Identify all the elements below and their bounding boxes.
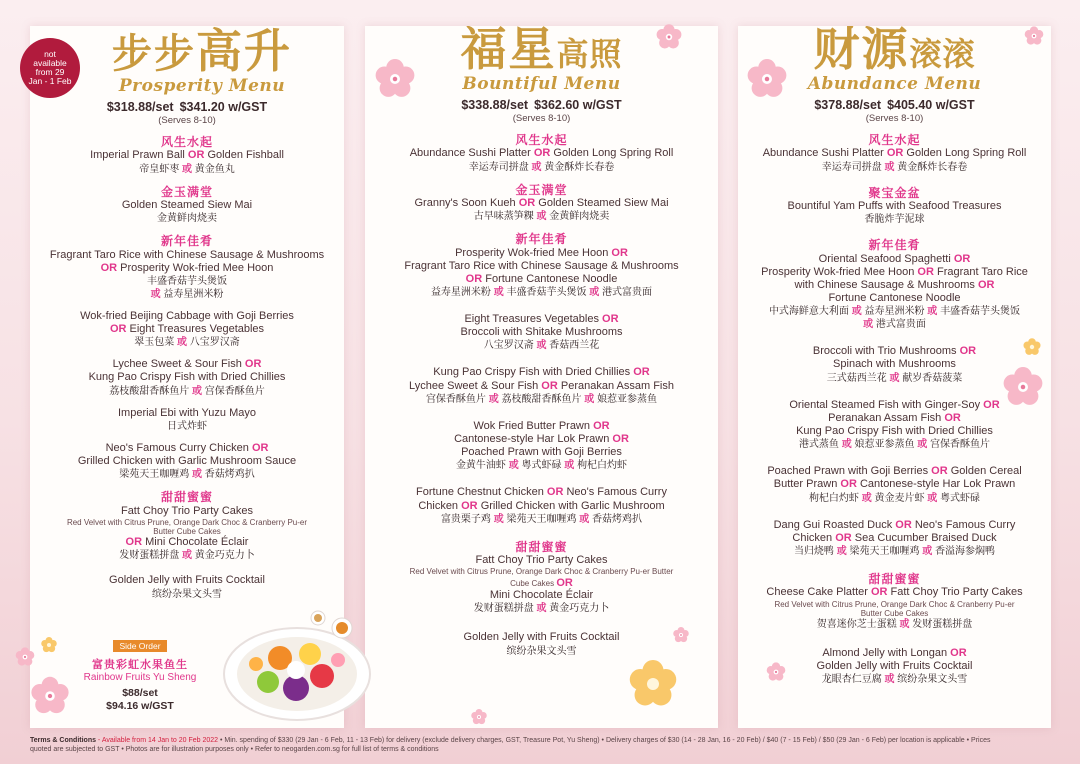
plum-blossom-icon xyxy=(28,674,72,718)
course-2: 金玉满堂 Golden Steamed Siew Mai 金黄鲜肉烧卖 xyxy=(121,184,253,225)
course-7: Fortune Chestnut Chicken OR Neo's Famous Curry Chicken OR Grilled Chicken with Garlic Mushroom 富贵栗子鸡 或 梁苑天王咖喱鸡 或 香菇烤鸡扒 xyxy=(416,486,667,525)
course-8: 甜甜蜜蜜 Fatt Choy Trio Party Cakes Red Velvet with Citrus Prune, Orange Dark Choc & Cranberry Pu-er Butter Cube Cakes OR Mini Chocolate Éclair 发财蛋糕拼盘 或 黄金巧克力卜 xyxy=(66,490,308,562)
plum-blossom-icon xyxy=(470,708,488,726)
course-2: 聚宝金盆 Bountiful Yam Puffs with Seafood Treasures 香脆炸芋泥球 xyxy=(787,185,1002,226)
course-1: 风生水起 Abundance Sushi Platter OR Golden Long Spring Roll 幸运寿司拼盘 或 黄金酥炸长春卷 xyxy=(409,133,674,173)
course-7: Neo's Famous Curry Chicken OR Grilled Chicken with Garlic Mushroom Sauce 梁苑天王咖喱鸡 或 香菇烤鸡扒 xyxy=(77,441,297,481)
plum-blossom-icon xyxy=(372,56,418,102)
plum-blossom-icon xyxy=(744,56,790,102)
course-9: Almond Jelly with Longan OR Golden Jelly with Fruits Cocktail 龙眼杏仁豆腐 或 缤纷杂果文头雪 xyxy=(816,646,973,686)
menu-serves: (Serves 8-10) xyxy=(865,113,924,124)
plum-blossom-icon xyxy=(14,646,36,668)
menu-title-cn: 财源滚滚 xyxy=(813,26,976,76)
plum-blossom-icon xyxy=(1000,364,1046,410)
course-8: 甜甜蜜蜜 Cheese Cake Platter OR Fatt Choy Trio Party Cakes Red Velvet with Citrus Prune, Orange Dark Choc & Cranberry Pu-er Butter Cube Cakes 贺喜迷你芝士蛋糕 或 发财蛋糕拼盘 xyxy=(766,571,1023,630)
menu-price: $378.88/set $405.40 w/GST xyxy=(814,98,975,112)
plum-blossom-icon xyxy=(625,656,681,712)
course-1: 风生水起 Imperial Prawn Ball OR Golden Fishball 帝皇虾枣 或 黄金鱼丸 xyxy=(90,135,284,175)
course-2: 金玉满堂 Granny's Soon Kueh OR Golden Steamed Siew Mai 古早味蒸笋粿 或 金黄鲜肉烧卖 xyxy=(414,182,669,223)
menu-title-en: Prosperity Menu xyxy=(118,76,286,96)
course-4: Eight Treasures Vegetables OR Broccoli with Shitake Mushrooms 八宝罗汉斋 或 香菇西兰花 xyxy=(460,313,623,352)
yu-sheng-platter-icon xyxy=(222,610,372,722)
side-order: Side Order 富贵彩虹水果鱼生 Rainbow Fruits Yu Sheng $88/set $94.16 w/GST xyxy=(83,641,197,713)
course-3: 新年佳肴 Fragrant Taro Rice with Chinese Sausage & Mushrooms OR Prosperity Wok-fried Mee Hoon 丰盛香菇芋头煲饭 或 益寿星洲米粉 xyxy=(49,234,325,300)
menu-panel-bountiful xyxy=(365,26,718,728)
menu-title-cn: 步步高升 xyxy=(112,26,292,78)
course-7: Dang Gui Roasted Duck OR Neo's Famous Curry Chicken OR Sea Cucumber Braised Duck 当归烧鸭 或 梁苑天王咖喱鸡 或 香溢海参焖鸭 xyxy=(773,518,1016,557)
course-6: Poached Prawn with Goji Berries OR Golden Cereal Butter Prawn OR Cantonese-style Har Lok Prawn 枸杞白灼虾 或 黄金麦片虾 或 粤式虾碌 xyxy=(767,465,1022,504)
course-6: Imperial Ebi with Yuzu Mayo 日式炸虾 xyxy=(118,406,256,432)
plum-blossom-icon xyxy=(764,660,788,684)
plum-blossom-icon xyxy=(1022,24,1046,48)
plum-blossom-icon xyxy=(1022,337,1042,357)
course-9: Golden Jelly with Fruits Cocktail 缤纷杂果文头雪 xyxy=(109,574,265,600)
course-4: Broccoli with Trio Mushrooms OR Spinach with Mushrooms 三式菇西兰花 或 献岁香菇菠菜 xyxy=(812,345,977,384)
terms-and-conditions: Terms & Conditions - Available from 14 Jan to 20 Feb 2022 • Min. spending of $330 (29 Jan - 6 Feb, 11 - 13 Feb) for delivery (exclude delivery charges, GST, Treasure Pot, Yu Sheng) • Delivery charges of $30 (14 - 28 Jan, 16 - 20 Feb) / $40 (7 - 15 Feb) / $50 (29 Jan - 6 Feb) per location is applicable • Prices quoted are subjected to GST • Photos are for illustration purposes only • Refer to neogarden.com.sg for full list of terms & conditions xyxy=(30,737,991,754)
course-5: Oriental Steamed Fish with Ginger-Soy OR Peranakan Assam Fish OR Kung Pao Crispy Fish with Dried Chillies 港式蒸鱼 或 娘惹亚参蒸鱼 或 宫保香酥鱼片 xyxy=(789,398,1000,451)
course-8: 甜甜蜜蜜 Fatt Choy Trio Party Cakes Red Velvet with Citrus Prune, Orange Dark Choc & Cranberry Pu-er Butter Cube Cakes OR Mini Chocolate Éclair 发财蛋糕拼盘 或 黄金巧克力卜 xyxy=(409,539,674,615)
side-order-tag: Side Order xyxy=(113,640,166,652)
course-5: Lychee Sweet & Sour Fish OR Kung Pao Crispy Fish with Dried Chillies 荔枝酸甜香酥鱼片 或 宫保香酥鱼片 xyxy=(88,358,286,397)
course-5: Kung Pao Crispy Fish with Dried Chillies OR Lychee Sweet & Sour Fish OR Peranakan Assam Fish 宫保香酥鱼片 或 荔枝酸甜香酥鱼片 或 娘惹亚参蒸鱼 xyxy=(409,366,674,405)
menu-price: $318.88/set $341.20 w/GST xyxy=(106,100,268,114)
plum-blossom-icon xyxy=(40,636,58,654)
menu-serves: (Serves 8-10) xyxy=(158,115,216,126)
menu-title-cn: 福星高照 xyxy=(460,26,623,76)
plum-blossom-icon xyxy=(672,626,690,644)
course-9: Golden Jelly with Fruits Cocktail 缤纷杂果文头雪 xyxy=(463,631,620,657)
course-4: Wok-fried Beijing Cabbage with Goji Berries OR Eight Treasures Vegetables 翠玉包菜 或 八宝罗汉斋 xyxy=(80,309,294,349)
menu-serves: (Serves 8-10) xyxy=(512,113,571,124)
course-3: 新年佳肴 Prosperity Wok-fried Mee Hoon OR Fragrant Taro Rice with Chinese Sausage & Mushrooms OR Fortune Cantonese Noodle 益寿星洲米粉 或 丰盛香菇芋头煲饭 或 港式富贵面 xyxy=(404,232,679,299)
course-1: 风生水起 Abundance Sushi Platter OR Golden Long Spring Roll 幸运寿司拼盘 或 黄金酥炸长春卷 xyxy=(762,133,1027,173)
plum-blossom-icon xyxy=(654,22,684,52)
menu-title-en: Bountiful Menu xyxy=(462,74,621,94)
course-6: Wok Fried Butter Prawn OR Cantonese-style Har Lok Prawn OR Poached Prawn with Goji Berries 金黄牛油虾 或 粤式虾碌 或 枸杞白灼虾 xyxy=(454,419,629,472)
menu-price: $338.88/set $362.60 w/GST xyxy=(461,98,622,112)
course-3: 新年佳肴 Oriental Seafood Spaghetti OR Prosperity Wok-fried Mee Hoon OR Fragrant Taro Rice with Chinese Sausage & Mushrooms OR Fortune Cantonese Noodle 中式海鲜意大利面 或 益寿星洲米粉 或 丰盛香菇芋头煲饭 或 港式富贵面 xyxy=(761,238,1028,331)
availability-badge: not available from 29 Jan - 1 Feb xyxy=(20,38,80,98)
menu-title-en: Abundance Menu xyxy=(807,74,982,94)
